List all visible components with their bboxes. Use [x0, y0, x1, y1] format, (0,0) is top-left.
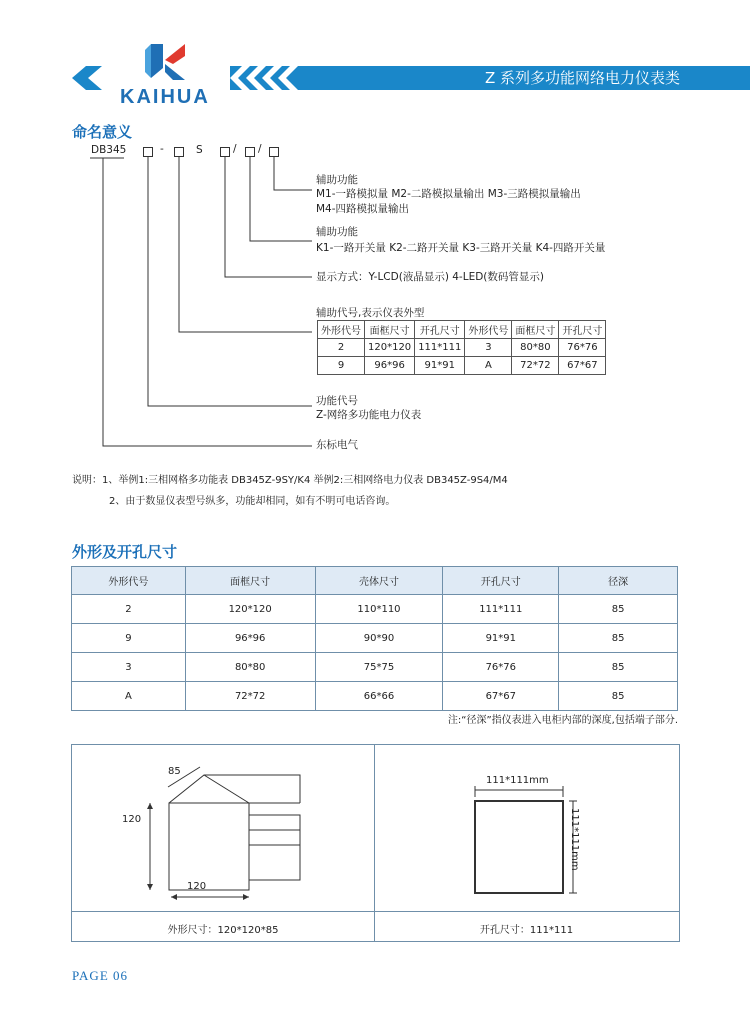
table-cell: 91*91: [415, 357, 465, 375]
logo-text: KAIHUA: [120, 86, 210, 108]
table-cell: 9: [318, 357, 365, 375]
page-number: PAGE 06: [72, 968, 129, 983]
code-dash: -: [160, 143, 164, 155]
cutout-dimension-drawing: [375, 745, 678, 911]
dimensions-header: 开孔尺寸: [443, 567, 559, 595]
dimensions-note: 注:“径深”指仪表进入电柜内部的深度,包括端子部分.: [447, 715, 678, 726]
table-row: [318, 339, 606, 357]
table-cell: 85: [559, 624, 678, 653]
aux-code-header: 面框尺寸: [365, 321, 415, 339]
table-cell: 96*96: [185, 624, 315, 653]
aux1-title: 辅助功能: [316, 174, 358, 186]
table-cell: 85: [559, 682, 678, 711]
table-cell: 90*90: [315, 624, 443, 653]
table-cell: 91*91: [443, 624, 559, 653]
model-prefix: DB345: [91, 144, 127, 156]
table-cell: 67*67: [559, 357, 606, 375]
code-slash-2: /: [258, 143, 262, 155]
aux-code-header: 开孔尺寸: [559, 321, 606, 339]
table-cell: 96*96: [365, 357, 415, 375]
table-row: [318, 357, 606, 375]
diagram-divider-horizontal: [71, 911, 679, 912]
outline-dimension-drawing: [72, 745, 374, 911]
dimensions-header: 径深: [559, 567, 678, 595]
table-cell: 111*111: [415, 339, 465, 357]
aux1-line1: M1-一路模拟量 M2-二路模拟量输出 M3-三路模拟量输出: [316, 188, 581, 200]
aux-code-header: 面框尺寸: [512, 321, 559, 339]
table-cell: 85: [559, 595, 678, 624]
aux-code-table: [317, 320, 606, 375]
table-row: [72, 624, 678, 653]
outline-width-label: 120: [187, 881, 207, 892]
cutout-caption: 开孔尺寸：111*111: [479, 925, 574, 936]
table-row: [72, 653, 678, 682]
aux1-line2: M4-四路模拟量输出: [316, 203, 410, 215]
table-cell: 3: [465, 339, 512, 357]
display-mode: 显示方式：Y-LCD(液晶显示) 4-LED(数码管显示): [316, 271, 544, 283]
maker-name: 东标电气: [316, 439, 358, 451]
table-cell: 3: [72, 653, 186, 682]
section-title-dimensions: 外形及开孔尺寸: [72, 543, 178, 561]
table-cell: 2: [72, 595, 186, 624]
dimensions-header: 面框尺寸: [185, 567, 315, 595]
table-row: [72, 595, 678, 624]
outline-depth-label: 85: [168, 766, 181, 777]
table-cell: 111*111: [443, 595, 559, 624]
table-cell: 120*120: [185, 595, 315, 624]
function-code-line1: Z-网络多功能电力仪表: [316, 409, 422, 421]
table-cell: 67*67: [443, 682, 559, 711]
aux-code-title: 辅助代号,表示仪表外型: [316, 307, 425, 319]
table-cell: 120*120: [365, 339, 415, 357]
dimensions-table: [71, 566, 678, 711]
dimensions-header: 壳体尺寸: [315, 567, 443, 595]
table-cell: 72*72: [185, 682, 315, 711]
code-s-letter: S: [196, 144, 203, 156]
function-code-title: 功能代号: [316, 395, 358, 407]
outline-height-label: 120: [122, 814, 142, 825]
table-cell: 76*76: [559, 339, 606, 357]
aux-code-header: 外形代号: [318, 321, 365, 339]
aux2-line1: K1-一路开关量 K2-二路开关量 K3-三路开关量 K4-四路开关量: [316, 242, 606, 254]
code-slash-1: /: [233, 143, 237, 155]
table-cell: 72*72: [512, 357, 559, 375]
table-cell: 85: [559, 653, 678, 682]
table-row: [72, 682, 678, 711]
aux-code-header: 外形代号: [465, 321, 512, 339]
table-cell: 76*76: [443, 653, 559, 682]
aux2-title: 辅助功能: [316, 226, 358, 238]
dimensions-header: 外形代号: [72, 567, 186, 595]
naming-connector-lines: [0, 0, 750, 460]
aux-code-header: 开孔尺寸: [415, 321, 465, 339]
outline-caption: 外形尺寸：120*120*85: [167, 925, 279, 936]
dimensions-header-row: [72, 567, 678, 595]
table-cell: 75*75: [315, 653, 443, 682]
section-title-naming: 命名意义: [72, 123, 133, 141]
table-cell: 110*110: [315, 595, 443, 624]
cutout-width-label: 111*111mm: [486, 775, 549, 786]
table-cell: 9: [72, 624, 186, 653]
header-title: Z 系列多功能网络电力仪表类: [484, 69, 680, 87]
table-cell: 80*80: [185, 653, 315, 682]
aux-code-header-row: [318, 321, 606, 339]
table-cell: 66*66: [315, 682, 443, 711]
note-line-1: 说明：1、举例1:三相网格多功能表 DB345Z-9SY/K4 举例2:三相网络电力仪表 DB345Z-9S4/M4: [72, 475, 508, 486]
note-line-2: 2、由于数显仪表型号纵多，功能却相同，如有不明可电话咨询。: [109, 496, 396, 507]
table-cell: 2: [318, 339, 365, 357]
table-cell: A: [72, 682, 186, 711]
table-cell: 80*80: [512, 339, 559, 357]
table-cell: A: [465, 357, 512, 375]
cutout-height-label: 111*111mm: [569, 808, 580, 871]
